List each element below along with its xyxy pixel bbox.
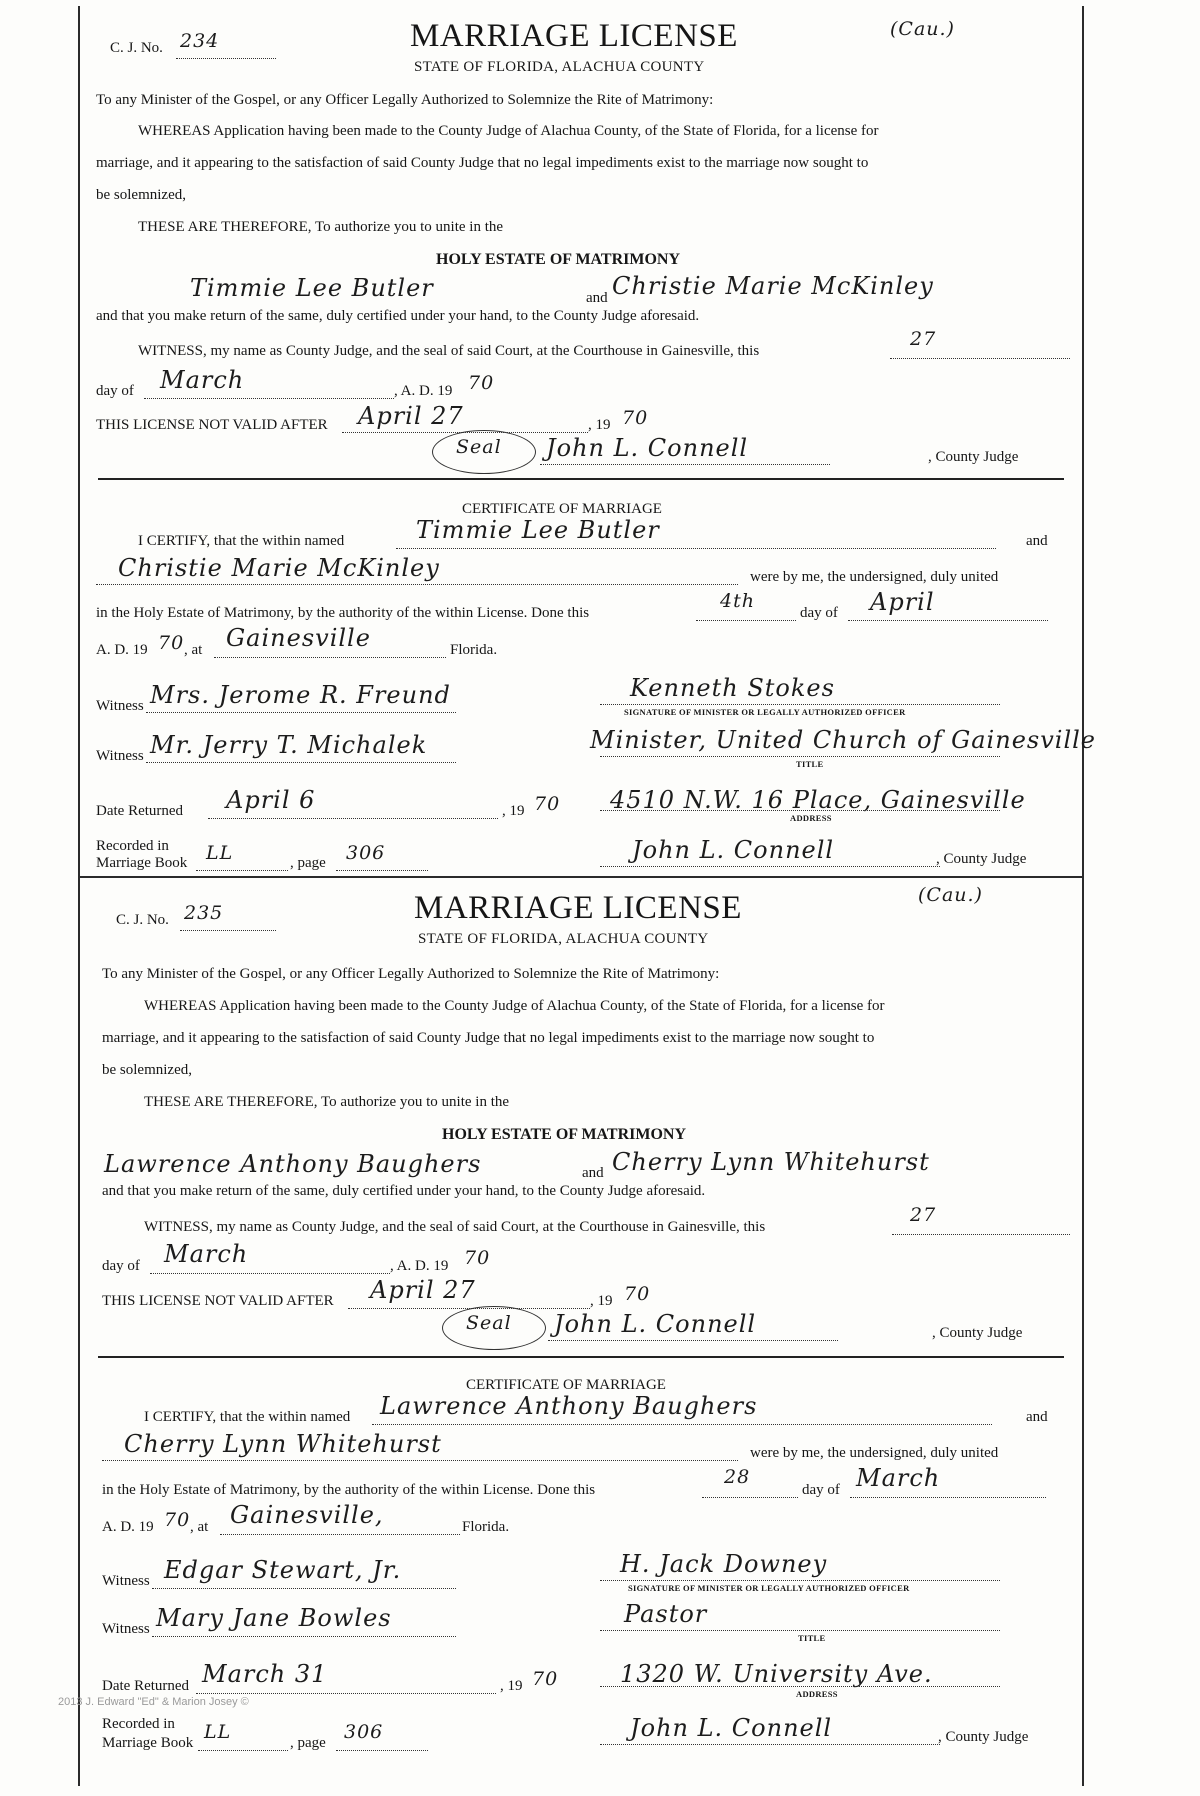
valid-until: April 27 [358,402,464,430]
cj-no-label: C. J. No. [116,912,169,928]
groom-name: Timmie Lee Butler [190,274,434,302]
recorded-in-label: Recorded in [96,838,169,854]
i-certify-label: I CERTIFY, that the within named [138,533,345,549]
document-sheet [78,6,1096,1786]
returned-year-suffix: 70 [532,1668,559,1690]
bride-name: Christie Marie McKinley [612,272,934,300]
place: Gainesville [226,624,371,652]
not-valid-label: THIS LICENSE NOT VALID AFTER [96,417,328,433]
whereas-line-3: be solemnized, [102,1062,192,1078]
page-label: , page [290,855,326,871]
title-caption: TITLE [798,1633,826,1643]
return-line: and that you make return of the same, duly certified under your hand, to the County Judge aforesaid. [102,1183,706,1199]
place: Gainesville, [230,1501,384,1529]
were-by-me: were by me, the undersigned, duly united [750,569,999,585]
cert-bride: Cherry Lynn Whitehurst [124,1430,442,1458]
day-of-label: day of [102,1258,140,1274]
ad-label: , A. D. 19 [394,383,453,399]
officer-address: 4510 N.W. 16 Place, Gainesville [610,786,1026,814]
witness-day: 27 [910,1204,937,1226]
state-county: STATE OF FLORIDA, ALACHUA COUNTY [418,931,709,947]
corner-note: (Cau.) [890,18,955,40]
witness-1: Edgar Stewart, Jr. [164,1556,402,1584]
groom-name: Lawrence Anthony Baughers [104,1150,482,1178]
recorded-in-label: Recorded in [102,1716,175,1732]
day-of-label: day of [96,383,134,399]
therefore-line: THESE ARE THEREFORE, To authorize you to unite in the [144,1094,510,1110]
returned-comma-19: , 19 [502,803,525,819]
book-value: LL [204,1721,232,1743]
state-county: STATE OF FLORIDA, ALACHUA COUNTY [414,59,705,75]
page-value: 306 [346,842,386,864]
marriage-license-235 [80,876,1082,1786]
officer-signature: Kenneth Stokes [630,674,835,702]
year-suffix-2: 70 [622,407,649,429]
holy-estate-heading: HOLY ESTATE OF MATRIMONY [442,1126,687,1143]
title-caption: TITLE [796,759,824,769]
at-label: , at [190,1519,209,1535]
whereas-line-2: marriage, and it appearing to the satisfaction of said County Judge that no legal impediments exist to the marriage now sought to [96,155,869,171]
year-suffix-2: 70 [624,1283,651,1305]
comma-19: , 19 [588,417,611,433]
witness-2-label: Witness [96,748,144,764]
returned-year-suffix: 70 [534,793,561,815]
seal-text: Seal [466,1312,512,1334]
cert-and-label: and [1026,533,1048,549]
witness-1-label: Witness [96,698,144,714]
whereas-line-3: be solemnized, [96,187,186,203]
witness-line: WITNESS, my name as County Judge, and the seal of said Court, at the Courthouse in Gainesville, this [144,1219,766,1235]
county-judge-label: , County Judge [932,1325,1023,1341]
whereas-line-2: marriage, and it appearing to the satisfaction of said County Judge that no legal impediments exist to the marriage now sought to [102,1030,875,1046]
cj-no-value: 235 [184,902,224,924]
copyright-watermark: 2013 J. Edward "Ed" & Marion Josey © [58,1696,249,1708]
florida-label: Florida. [462,1519,510,1535]
whereas-line-1: WHEREAS Application having been made to the County Judge of Alachua County, of the State of Florida, for a license for [144,998,885,1014]
cert-groom: Timmie Lee Butler [416,516,660,544]
page-label: , page [290,1735,326,1751]
witness-2: Mr. Jerry T. Michalek [150,731,428,759]
cert-title: CERTIFICATE OF MARRIAGE [462,501,662,517]
county-judge-label: , County Judge [928,449,1019,465]
judge-signature-2: John L. Connell [632,836,835,864]
officer-title: Pastor [624,1600,708,1628]
witness-1-label: Witness [102,1573,150,1589]
day-of-label-2: day of [800,605,838,621]
cj-no-label: C. J. No. [110,40,163,56]
section-rule [98,1356,1064,1358]
corner-note: (Cau.) [918,884,983,906]
bride-name: Cherry Lynn Whitehurst [612,1148,930,1176]
judge-signature: John L. Connell [554,1310,757,1338]
page-value: 306 [344,1721,384,1743]
i-certify-label: I CERTIFY, that the within named [144,1409,351,1425]
witness-2-label: Witness [102,1621,150,1637]
address-caption: ADDRESS [796,1689,838,1699]
signature-caption: SIGNATURE OF MINISTER OR LEGALLY AUTHORIZED OFFICER [628,1583,910,1593]
section-rule [98,478,1064,480]
and-label: and [586,290,608,306]
date-returned: April 6 [226,786,316,814]
done-month: March [856,1464,941,1492]
cert-bride: Christie Marie McKinley [118,554,440,582]
witness-line: WITNESS, my name as County Judge, and the seal of said Court, at the Courthouse in Gainesville, this [138,343,760,359]
not-valid-label: THIS LICENSE NOT VALID AFTER [102,1293,334,1309]
in-the-holy-line: in the Holy Estate of Matrimony, by the authority of the within License. Done this [96,605,590,621]
ad-label: , A. D. 19 [390,1258,449,1274]
date-returned: March 31 [202,1660,328,1688]
ad-label-2: A. D. 19 [96,642,148,658]
done-year-suffix: 70 [158,632,185,654]
were-by-me: were by me, the undersigned, duly united [750,1445,999,1461]
license-title: MARRIAGE LICENSE [410,18,738,54]
returned-comma-19: , 19 [500,1678,523,1694]
done-year-suffix: 70 [164,1509,191,1531]
witness-month: March [160,366,245,394]
and-label: and [582,1165,604,1181]
witness-day: 27 [910,328,937,350]
witness-month: March [164,1240,249,1268]
therefore-line: THESE ARE THEREFORE, To authorize you to unite in the [138,219,504,235]
cert-title: CERTIFICATE OF MARRIAGE [466,1377,666,1393]
marriage-license-234 [80,6,1096,876]
book-value: LL [206,842,234,864]
in-the-holy-line: in the Holy Estate of Matrimony, by the authority of the within License. Done this [102,1482,596,1498]
day-of-label-2: day of [802,1482,840,1498]
witness-1: Mrs. Jerome R. Freund [150,681,451,709]
license-title: MARRIAGE LICENSE [414,890,742,926]
valid-until: April 27 [370,1276,476,1304]
done-day: 4th [720,590,755,612]
county-judge-label-2: , County Judge [936,851,1027,867]
judge-signature: John L. Connell [546,434,749,462]
done-day: 28 [724,1466,751,1488]
done-month: April [870,588,935,616]
officer-address: 1320 W. University Ave. [620,1660,933,1688]
marriage-book-label: Marriage Book [102,1735,194,1751]
address-line: To any Minister of the Gospel, or any Officer Legally Authorized to Solemnize the Rite of Matrimony: [96,92,714,108]
judge-signature-2: John L. Connell [630,1714,833,1742]
comma-19: , 19 [590,1293,613,1309]
witness-2: Mary Jane Bowles [156,1604,392,1632]
ad-label-2: A. D. 19 [102,1519,154,1535]
officer-title: Minister, United Church of Gainesville [590,726,1096,754]
cert-groom: Lawrence Anthony Baughers [380,1392,758,1420]
address-caption: ADDRESS [790,813,832,823]
year-suffix: 70 [464,1247,491,1269]
county-judge-label-2: , County Judge [938,1729,1029,1745]
cert-and-label: and [1026,1409,1048,1425]
signature-caption: SIGNATURE OF MINISTER OR LEGALLY AUTHORIZED OFFICER [624,707,906,717]
marriage-book-label: Marriage Book [96,855,188,871]
at-label: , at [184,642,203,658]
cj-no-value: 234 [180,30,220,52]
address-line: To any Minister of the Gospel, or any Officer Legally Authorized to Solemnize the Rite of Matrimony: [102,966,720,982]
year-suffix: 70 [468,372,495,394]
date-returned-label: Date Returned [96,803,184,819]
seal-text: Seal [456,436,502,458]
florida-label: Florida. [450,642,498,658]
date-returned-label: Date Returned [102,1678,190,1694]
holy-estate-heading: HOLY ESTATE OF MATRIMONY [436,251,681,268]
whereas-line-1: WHEREAS Application having been made to the County Judge of Alachua County, of the State of Florida, for a license for [138,123,879,139]
officer-signature: H. Jack Downey [620,1550,828,1578]
return-line: and that you make return of the same, duly certified under your hand, to the County Judge aforesaid. [96,308,700,324]
